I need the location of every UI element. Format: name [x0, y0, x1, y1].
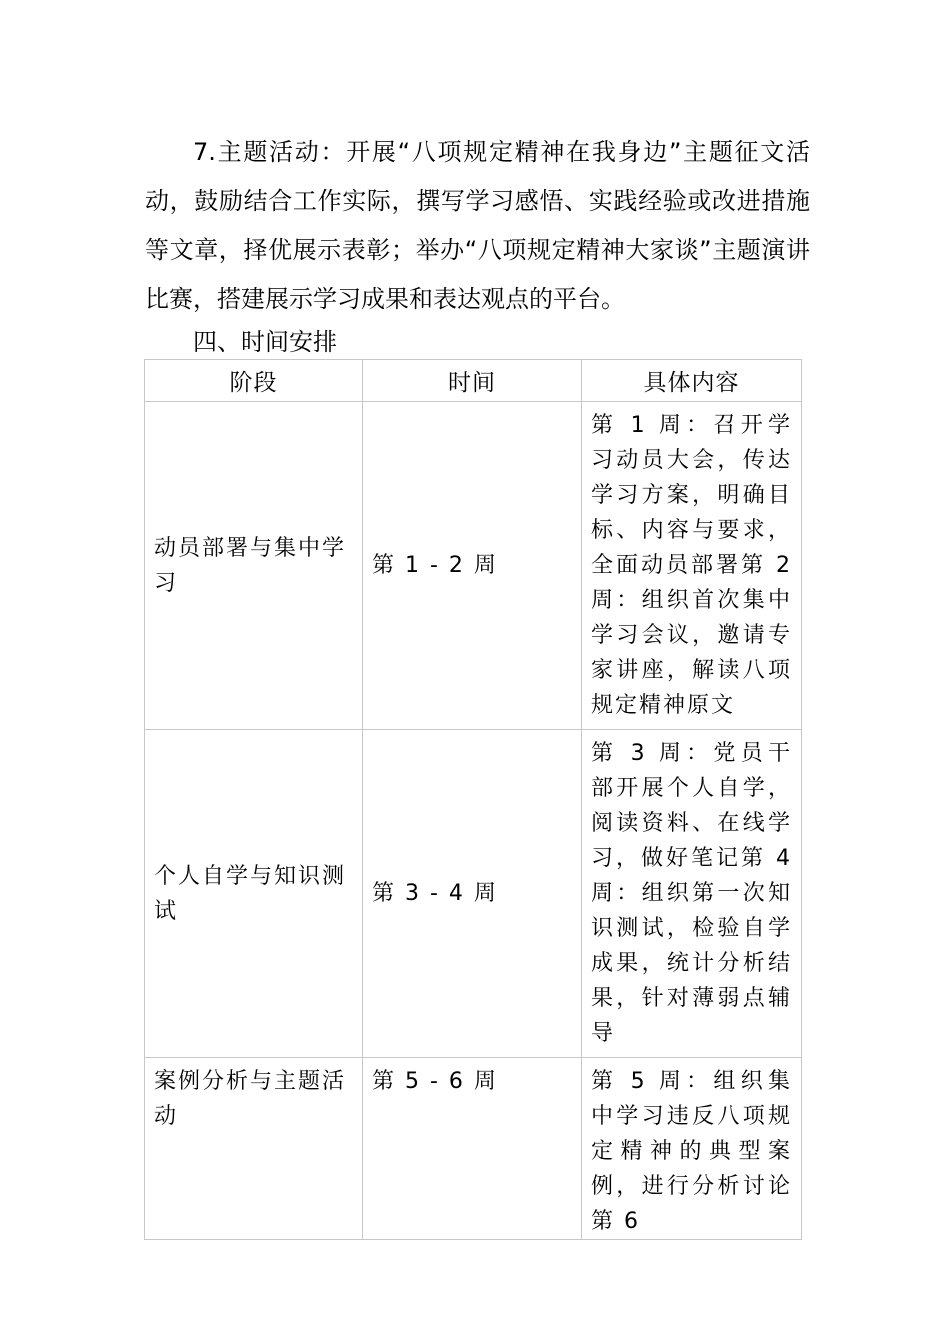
- stage-cell: 个人自学与知识测试: [145, 730, 363, 1058]
- time-cell: 第 3 - 4 周: [363, 730, 582, 1058]
- stage-cell: 案例分析与主题活动: [145, 1058, 363, 1240]
- time-cell: 第 5 - 6 周: [363, 1058, 582, 1240]
- section-heading: 四、时间安排: [193, 328, 337, 356]
- content-cell: 第 3 周：党员干部开展个人自学，阅读资料、在线学习，做好笔记第 4 周：组织第一次知识测试，检验自学成果，统计分析结果，针对薄弱点辅导: [582, 730, 802, 1058]
- table-row: [145, 1058, 802, 1240]
- content-cell: 第 5 周：组织集中学习违反八项规定精神的典型案例，进行分析讨论第 6: [582, 1058, 802, 1240]
- schedule-table: [144, 359, 802, 1240]
- time-cell: 第 1 - 2 周: [363, 402, 582, 730]
- header-time: 时间: [363, 360, 582, 402]
- stage-cell: 动员部署与集中学习: [145, 402, 363, 730]
- content-cell: 第 1 周：召开学习动员大会，传达学习方案，明确目标、内容与要求，全面动员部署第 2 周：组织首次集中学习会议，邀请专家讲座，解读八项规定精神原文: [582, 402, 802, 730]
- table-header-row: [145, 360, 802, 402]
- header-content: 具体内容: [582, 360, 802, 402]
- body-paragraph: 7.主题活动：开展“八项规定精神在我身边”主题征文活动，鼓励结合工作实际，撰写学习感悟、实践经验或改进措施等文章，择优展示表彰；举办“八项规定精神大家谈”主题演讲比赛，搭建展示学习成果和表达观点的平台。: [145, 138, 810, 313]
- table-row: [145, 402, 802, 730]
- table-row: [145, 730, 802, 1058]
- header-stage: 阶段: [145, 360, 363, 402]
